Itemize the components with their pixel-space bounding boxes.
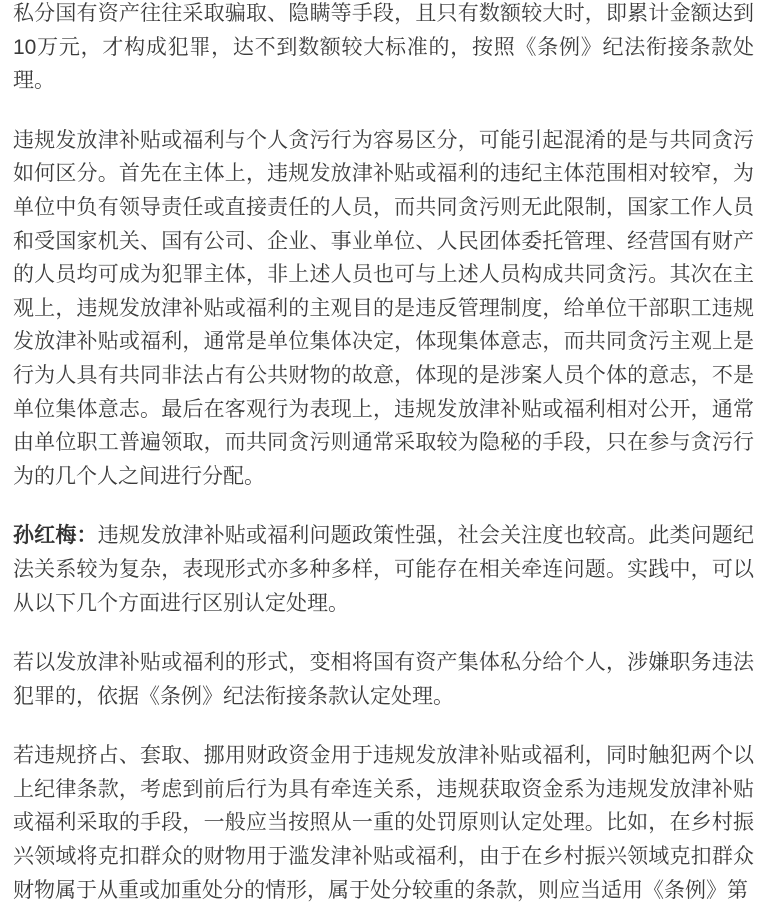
- paragraph: 若违规挤占、套取、挪用财政资金用于违规发放津补贴或福利，同时触犯两个以上纪律条款，考虑到前后行为具有牵连关系，违规获取资金系为违规发放津补贴或福利采取的手段，一般应当按照从一重的处罚原则认定处理。比如，在乡村振兴领域将克扣群众的财物用于滥发津补贴或福利，由于在乡村振兴领域克扣群众财物属于从重或加重处分的情形，属于处分较重的条款，则应当适用《条例》第: [13, 744, 754, 902]
- paragraph: 私分国有资产往往采取骗取、隐瞒等手段，且只有数额较大时，即累计金额达到10万元，才构成犯罪，达不到数额较大标准的，按照《条例》纪法衔接条款处理。: [13, 2, 754, 93]
- paragraph: 违规发放津补贴或福利与个人贪污行为容易区分，可能引起混淆的是与共同贪污如何区分。首先在主体上，违规发放津补贴或福利的违纪主体范围相对较窄，为单位中负有领导责任或直接责任的人员，而共同贪污则无此限制，国家工作人员和受国家机关、国有公司、企业、事业单位、人民团体委托管理、经营国有财产的人员均可成为犯罪主体，非上述人员也可与上述人员构成共同贪污。其次在主观上，违规发放津补贴或福利的主观目的是违反管理制度，给单位干部职工违规发放津补贴或福利，通常是单位集体决定，体现集体意志，而共同贪污主观上是行为人具有共同非法占有公共财物的故意，体现的是涉案人员个体的意志，不是单位集体意志。最后在客观行为表现上，违规发放津补贴或福利相对公开，通常由单位职工普遍领取，而共同贪污则通常采取较为隐秘的手段，只在参与贪污行为的几个人之间进行分配。: [13, 128, 754, 488]
- paragraph-text: 违规发放津补贴或福利问题政策性强，社会关注度也较高。此类问题纪法关系较为复杂，表现形式亦多种多样，可能存在相关牵连问题。实践中，可以从以下几个方面进行区别认定处理。: [13, 524, 755, 615]
- paragraph: [13, 519, 754, 620]
- paragraph: 若以发放津补贴或福利的形式，变相将国有资产集体私分给个人，涉嫌职务违法犯罪的，依据《条例》纪法衔接条款认定处理。: [13, 651, 754, 708]
- speaker-name: 孙红梅：: [13, 524, 98, 548]
